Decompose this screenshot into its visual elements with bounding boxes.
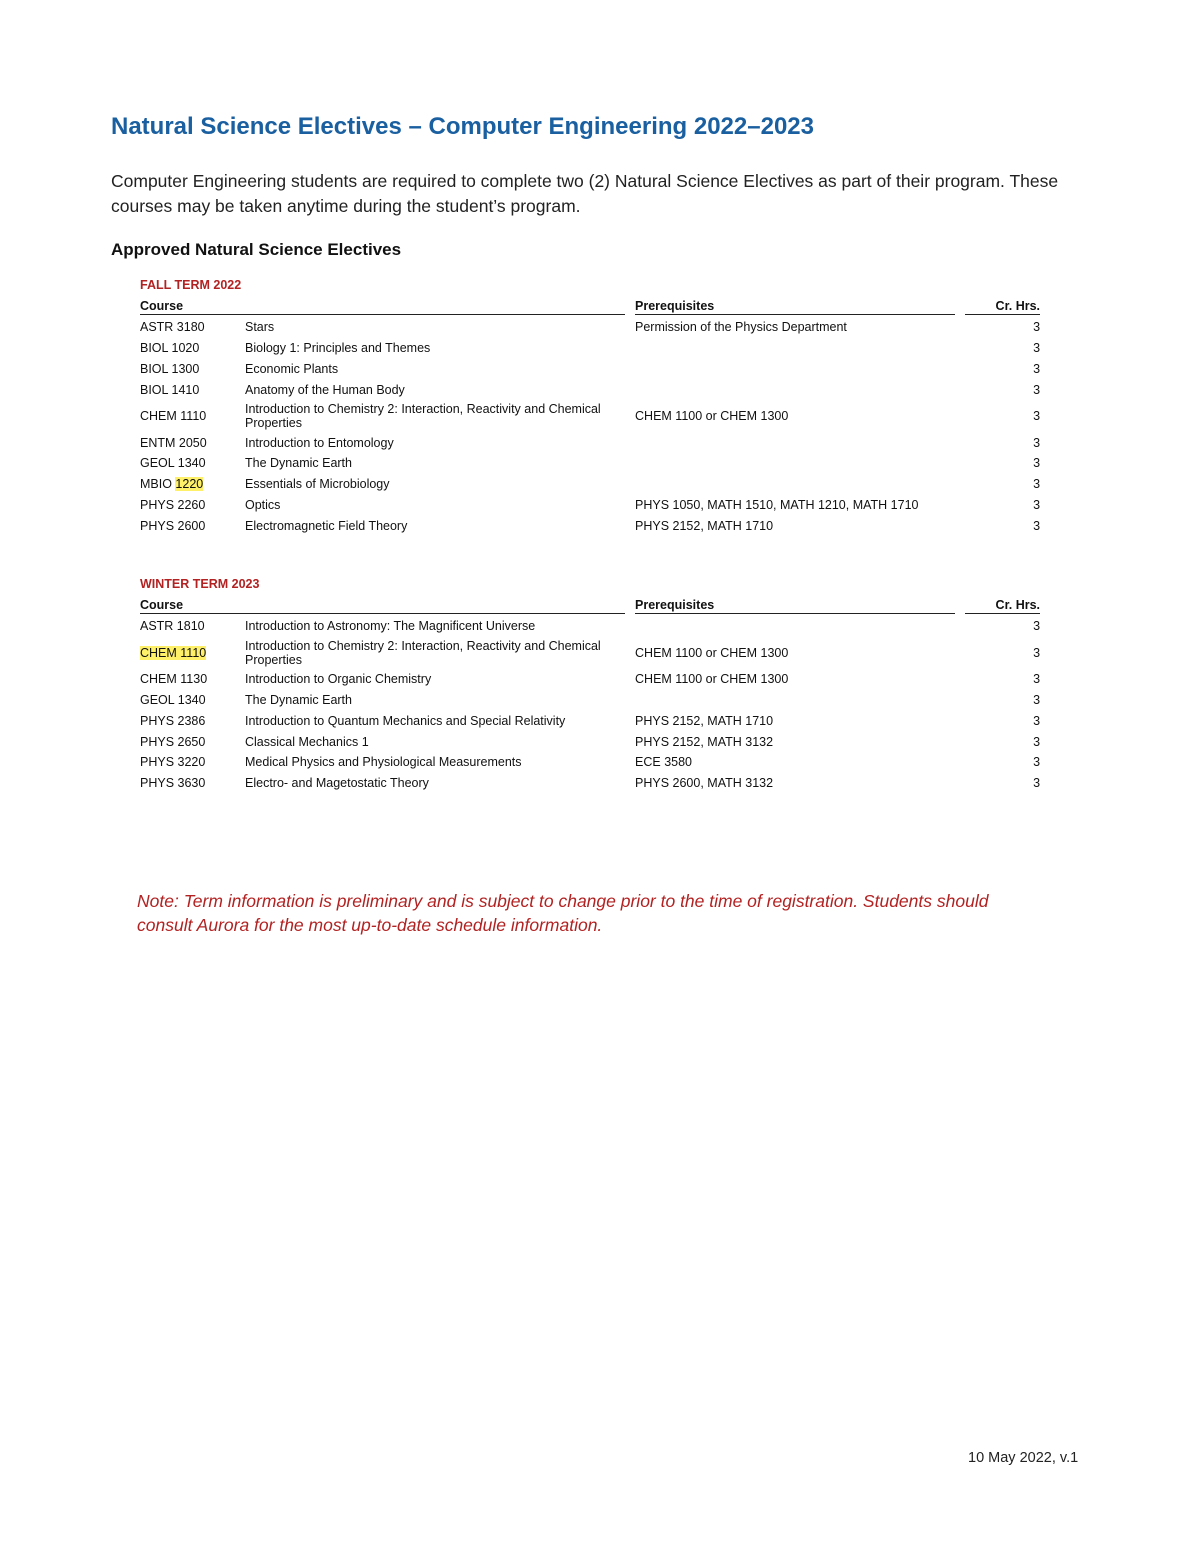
course-credits: 3 [1033,409,1041,424]
table-row [140,453,1040,474]
course-prereq: PHYS 1050, MATH 1510, MATH 1210, MATH 1710 [635,497,919,512]
fall-term-section [140,276,1040,536]
table-row [140,359,1040,380]
table-header-row [140,298,1040,315]
course-table [140,298,1040,536]
term-title: FALL TERM 2022 [140,278,242,292]
winter-term-section [140,575,1040,794]
table-header-row [140,597,1040,614]
course-title: Stars [245,320,275,335]
course-title: The Dynamic Earth [245,456,352,471]
table-row [140,690,1040,711]
course-code: BIOL 1300 [140,361,200,376]
course-title: Introduction to Astronomy: The Magnificent Universe [245,619,536,634]
course-prereq [635,359,955,380]
course-credits: 3 [1033,477,1041,492]
course-credits: 3 [1033,456,1041,471]
course-code: GEOL 1340 [140,692,206,707]
table-row [140,495,1040,516]
table-row [140,731,1040,752]
course-title: Electro- and Magetostatic Theory [245,776,429,791]
version-footer: 10 May 2022, v.1 [968,1450,1079,1466]
course-title: Electromagnetic Field Theory [245,518,408,533]
intro-paragraph: Computer Engineering students are required to complete two (2) Natural Science Electives as part of their program. These courses may be taken anytime during the student’s program. [111,171,1059,216]
table-row [140,710,1040,731]
course-credits: 3 [1033,645,1041,660]
course-prereq: Permission of the Physics Department [635,320,847,335]
table-row [140,773,1040,794]
course-prereq: PHYS 2152, MATH 1710 [635,518,774,533]
course-prereq: CHEM 1100 or CHEM 1300 [635,645,789,660]
course-title: Introduction to Chemistry 2: Interaction, Reactivity and Chemical Properties [245,402,601,431]
course-code: PHYS 2650 [140,734,206,749]
course-code: GEOL 1340 [140,456,206,471]
course-prereq: CHEM 1100 or CHEM 1300 [635,672,789,687]
course-prereq [635,690,955,711]
course-code: PHYS 3220 [140,755,206,770]
course-code: CHEM 1130 [140,672,208,687]
course-credits: 3 [1033,692,1041,707]
course-credits: 3 [1033,713,1041,728]
table-row [140,669,1040,690]
course-title: Introduction to Entomology [245,435,394,450]
header-credits: Cr. Hrs. [965,298,1040,315]
course-title: Introduction to Quantum Mechanics and Special Relativity [245,713,566,728]
course-title: Medical Physics and Physiological Measurements [245,755,522,770]
course-title: Introduction to Organic Chemistry [245,672,432,687]
course-credits: 3 [1033,320,1041,335]
course-credits: 3 [1033,619,1041,634]
course-prereq [635,453,955,474]
course-prereq: ECE 3580 [635,755,692,770]
table-row [140,637,1040,669]
course-prereq: CHEM 1100 or CHEM 1300 [635,409,789,424]
header-credits: Cr. Hrs. [965,597,1040,614]
course-code-prefix: MBIO [140,477,176,492]
course-title: Optics [245,497,281,512]
course-prereq: PHYS 2152, MATH 1710 [635,713,774,728]
course-title: The Dynamic Earth [245,692,352,707]
highlighted-code: CHEM 1110 [140,645,207,660]
course-prereq: PHYS 2600, MATH 3132 [635,776,774,791]
table-row [140,338,1040,359]
course-credits: 3 [1033,776,1041,791]
table-row [140,614,1040,637]
course-code: ENTM 2050 [140,435,207,450]
course-credits: 3 [1033,518,1041,533]
course-code: PHYS 2386 [140,713,206,728]
table-row [140,474,1040,495]
course-prereq: PHYS 2152, MATH 3132 [635,734,774,749]
section-heading: Approved Natural Science Electives [111,240,402,259]
course-code [140,474,245,495]
table-row [140,315,1040,338]
header-course: Course [140,597,625,614]
course-code: PHYS 2260 [140,497,206,512]
term-title: WINTER TERM 2023 [140,577,260,591]
highlighted-code: 1220 [175,477,204,492]
course-credits: 3 [1033,435,1041,450]
table-row [140,379,1040,400]
course-credits: 3 [1033,382,1041,397]
course-code: ASTR 3180 [140,320,205,335]
course-prereq [635,474,955,495]
course-code: ASTR 1810 [140,619,205,634]
course-credits: 3 [1033,361,1041,376]
course-code: PHYS 3630 [140,776,206,791]
table-row [140,752,1040,773]
course-prereq [635,338,955,359]
course-code [140,637,245,669]
header-course: Course [140,298,625,315]
course-code: CHEM 1110 [140,409,207,424]
header-prerequisites: Prerequisites [635,298,955,315]
course-code: BIOL 1020 [140,341,200,356]
course-prereq [635,379,955,400]
course-table [140,597,1040,794]
page-title: Natural Science Electives – Computer Engineering 2022–2023 [111,113,814,140]
table-row [140,400,1040,432]
course-title: Essentials of Microbiology [245,477,390,492]
table-row [140,515,1040,536]
course-credits: 3 [1033,341,1041,356]
course-title: Introduction to Chemistry 2: Interaction, Reactivity and Chemical Properties [245,638,601,667]
course-title: Economic Plants [245,361,339,376]
course-code: BIOL 1410 [140,382,200,397]
header-prerequisites: Prerequisites [635,597,955,614]
table-row [140,432,1040,453]
course-credits: 3 [1033,497,1041,512]
course-credits: 3 [1033,755,1041,770]
course-code: PHYS 2600 [140,518,206,533]
course-title: Classical Mechanics 1 [245,734,369,749]
course-title: Anatomy of the Human Body [245,382,405,397]
course-credits: 3 [1033,734,1041,749]
course-prereq [635,432,955,453]
course-credits: 3 [1033,672,1041,687]
registration-note: Note: Term information is preliminary and is subject to change prior to the time of registration. Students should consult Aurora for the most up-to-date schedule information. [137,891,989,935]
course-title: Biology 1: Principles and Themes [245,341,431,356]
course-prereq [635,614,955,637]
